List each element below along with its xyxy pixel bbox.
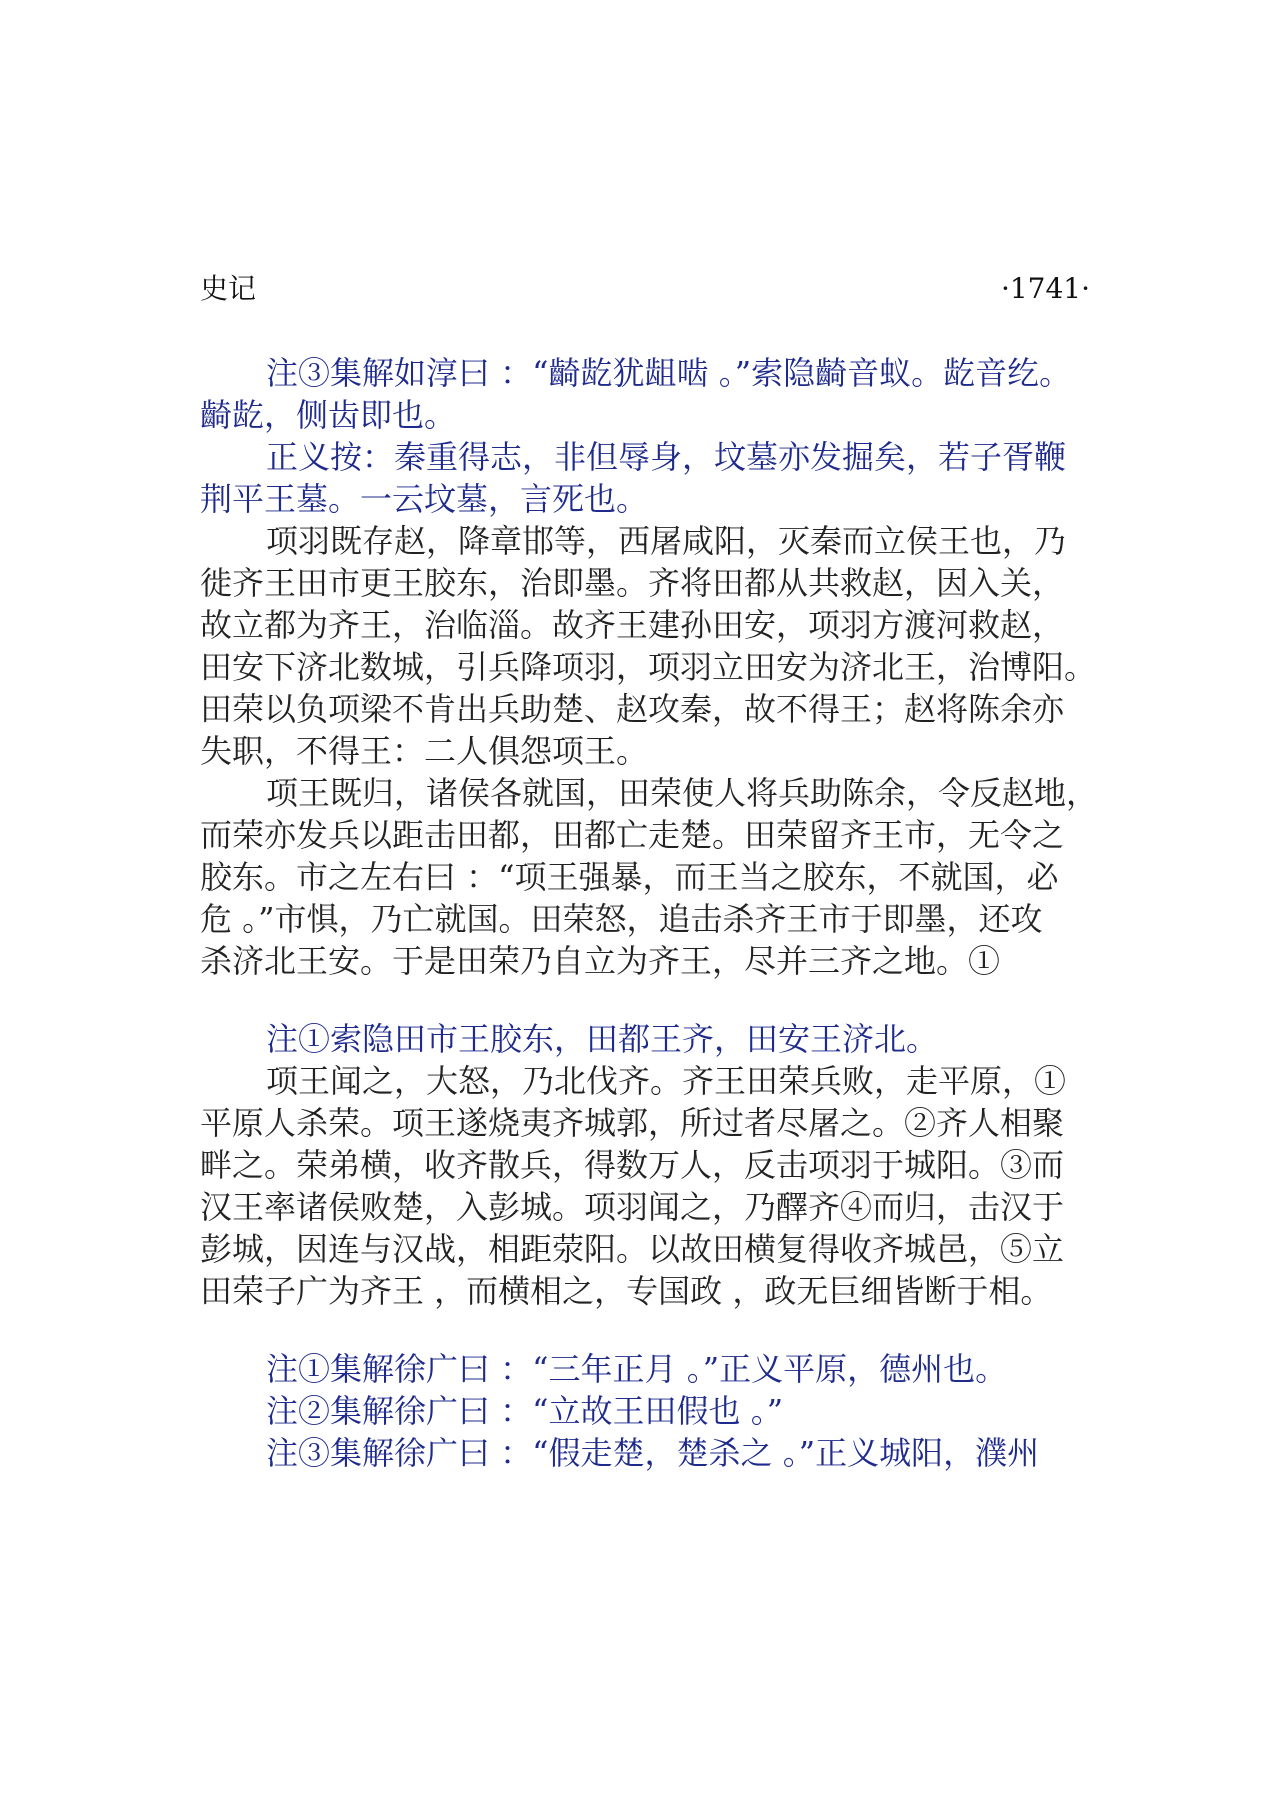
text-line: 畔之。荣弟横，收齐散兵，得数万人，反击项羽于城阳。③而 — [200, 1146, 1065, 1184]
text-line: 项羽既存赵，降章邯等，西屠咸阳，灭秦而立侯王也，乃 — [266, 522, 1067, 560]
text-line: 杀济北王安。于是田荣乃自立为齐王，尽并三齐之地。① — [200, 942, 1001, 980]
book-title: 史记 — [200, 272, 257, 305]
text-line: 田安下济北数城，引兵降项羽，项羽立田安为济北王，治博阳。 — [200, 648, 1097, 686]
body-paragraph — [200, 1060, 1100, 1312]
annotation-block — [200, 1348, 1100, 1474]
text-line: 彭城，因连与汉战，相距荥阳。以故田横复得收齐城邑，⑤立 — [200, 1230, 1065, 1268]
page-header — [200, 267, 1090, 307]
text-line: 而荣亦发兵以距击田都，田都亡走楚。田荣留齐王市，无令之 — [200, 816, 1065, 854]
annotation-line: 正义按：秦重得志，非但辱身，坟墓亦发掘矣，若子胥鞭 — [266, 438, 1067, 476]
annotation-line: 注③集解如淳曰 ：“齮龁犹龃啮 。”索隐齮音蚁。龁音纥。 — [266, 354, 1072, 392]
body-paragraph — [200, 772, 1100, 982]
spacer — [200, 1312, 1100, 1348]
spacer — [200, 982, 1100, 1018]
text-line: 胶东。市之左右曰 ：“项王强暴，而王当之胶东，不就国，必 — [200, 858, 1059, 896]
text-line: 徙齐王田市更王胶东，治即墨。齐将田都从共救赵，因入关， — [200, 564, 1065, 602]
text-line: 田荣子广为齐王 ，而横相之，专国政 ，政无巨细皆断于相。 — [200, 1272, 1053, 1310]
text-line: 危 。”市惧，乃亡就国。田荣怒，追击杀齐王市于即墨，还攻 — [200, 900, 1043, 938]
page-number: ·1741· — [1000, 272, 1090, 305]
page-content — [200, 352, 1100, 1474]
annotation-line: 注①集解徐广曰 ：“三年正月 。”正义平原，德州也。 — [266, 1350, 1008, 1388]
annotation-line: 齮龁，侧齿即也。 — [200, 396, 457, 434]
text-line: 汉王率诸侯败楚，入彭城。项羽闻之，乃醳齐④而归，击汉于 — [200, 1188, 1065, 1226]
text-line: 田荣以负项梁不肯出兵助楚、赵攻秦，故不得王；赵将陈余亦 — [200, 690, 1065, 728]
text-line: 失职，不得王：二人俱怨项王。 — [200, 732, 649, 770]
text-line: 平原人杀荣。项王遂烧夷齐城郭，所过者尽屠之。②齐人相聚 — [200, 1104, 1065, 1142]
annotation-line: 注②集解徐广曰 ：“立故王田假也 。” — [266, 1392, 784, 1430]
text-line: 项王既归，诸侯各就国，田荣使人将兵助陈余，令反赵地， — [266, 774, 1099, 812]
body-paragraph — [200, 520, 1100, 772]
text-line: 项王闻之，大怒，乃北伐齐。齐王田荣兵败，走平原，① — [266, 1062, 1067, 1100]
annotation-line: 注③集解徐广曰 ：“假走楚，楚杀之 。”正义城阳，濮州 — [266, 1434, 1040, 1472]
annotation-block — [200, 352, 1100, 520]
annotation-block — [200, 1018, 1100, 1060]
annotation-line: 荆平王墓。一云坟墓，言死也。 — [200, 480, 649, 518]
annotation-line: 注①索隐田市王胶东，田都王齐，田安王济北。 — [266, 1020, 939, 1058]
text-line: 故立都为齐王，治临淄。故齐王建孙田安，项羽方渡河救赵， — [200, 606, 1065, 644]
